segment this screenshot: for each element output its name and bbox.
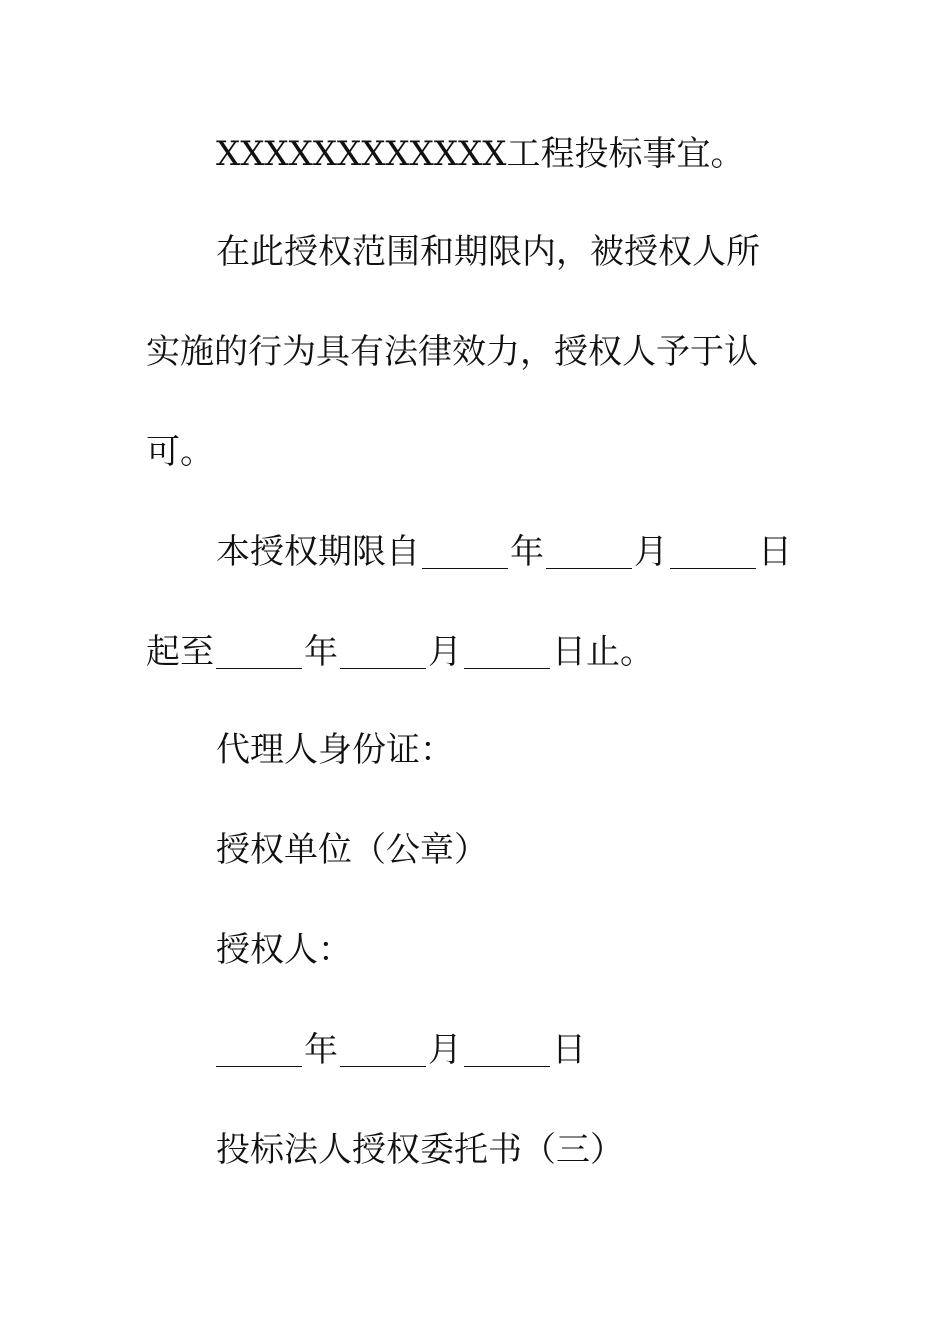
year-label: 年 — [510, 532, 544, 572]
year-blank[interactable] — [422, 534, 508, 569]
month-label: 月 — [428, 1030, 462, 1070]
paragraph-legal-effect — [146, 332, 758, 372]
day-blank[interactable] — [670, 534, 756, 569]
section-heading-text: 投标法人授权委托书（三） — [216, 1130, 624, 1170]
authorizing-unit-label: 授权单位（公章） — [216, 830, 488, 870]
agent-id-label: 代理人身份证： — [216, 730, 454, 770]
year-label: 年 — [304, 632, 338, 672]
authorizer-line — [216, 930, 352, 970]
month-blank[interactable] — [340, 1032, 426, 1067]
month-label: 月 — [428, 632, 462, 672]
day-end-label: 日止。 — [552, 632, 654, 672]
agent-id-line — [216, 730, 454, 770]
day-blank[interactable] — [464, 1032, 550, 1067]
month-blank[interactable] — [340, 634, 426, 669]
project-bidding-text: XXXXXXXXXXXX工程投标事宜。 — [216, 134, 745, 174]
period-end-prefix: 起至 — [146, 632, 214, 672]
paragraph-period-start — [216, 532, 792, 572]
authorizer-label: 授权人： — [216, 930, 352, 970]
paragraph-approval-end — [146, 432, 214, 472]
year-label: 年 — [304, 1030, 338, 1070]
legal-effect-text: 实施的行为具有法律效力，授权人予于认 — [146, 332, 758, 372]
section-heading — [216, 1130, 624, 1170]
month-label: 月 — [634, 532, 668, 572]
paragraph-authorization-scope — [216, 232, 760, 272]
month-blank[interactable] — [546, 534, 632, 569]
authorizing-unit-line — [216, 830, 488, 870]
authorization-scope-text: 在此授权范围和期限内，被授权人所 — [216, 232, 760, 272]
day-label: 日 — [758, 532, 792, 572]
signature-date-line — [216, 1030, 586, 1070]
paragraph-project-line — [216, 134, 744, 174]
approval-end-text: 可。 — [146, 432, 214, 472]
year-blank[interactable] — [216, 1032, 302, 1067]
period-start-prefix: 本授权期限自 — [216, 532, 420, 572]
paragraph-period-end — [146, 632, 654, 672]
year-blank[interactable] — [216, 634, 302, 669]
day-label: 日 — [552, 1030, 586, 1070]
day-blank[interactable] — [464, 634, 550, 669]
